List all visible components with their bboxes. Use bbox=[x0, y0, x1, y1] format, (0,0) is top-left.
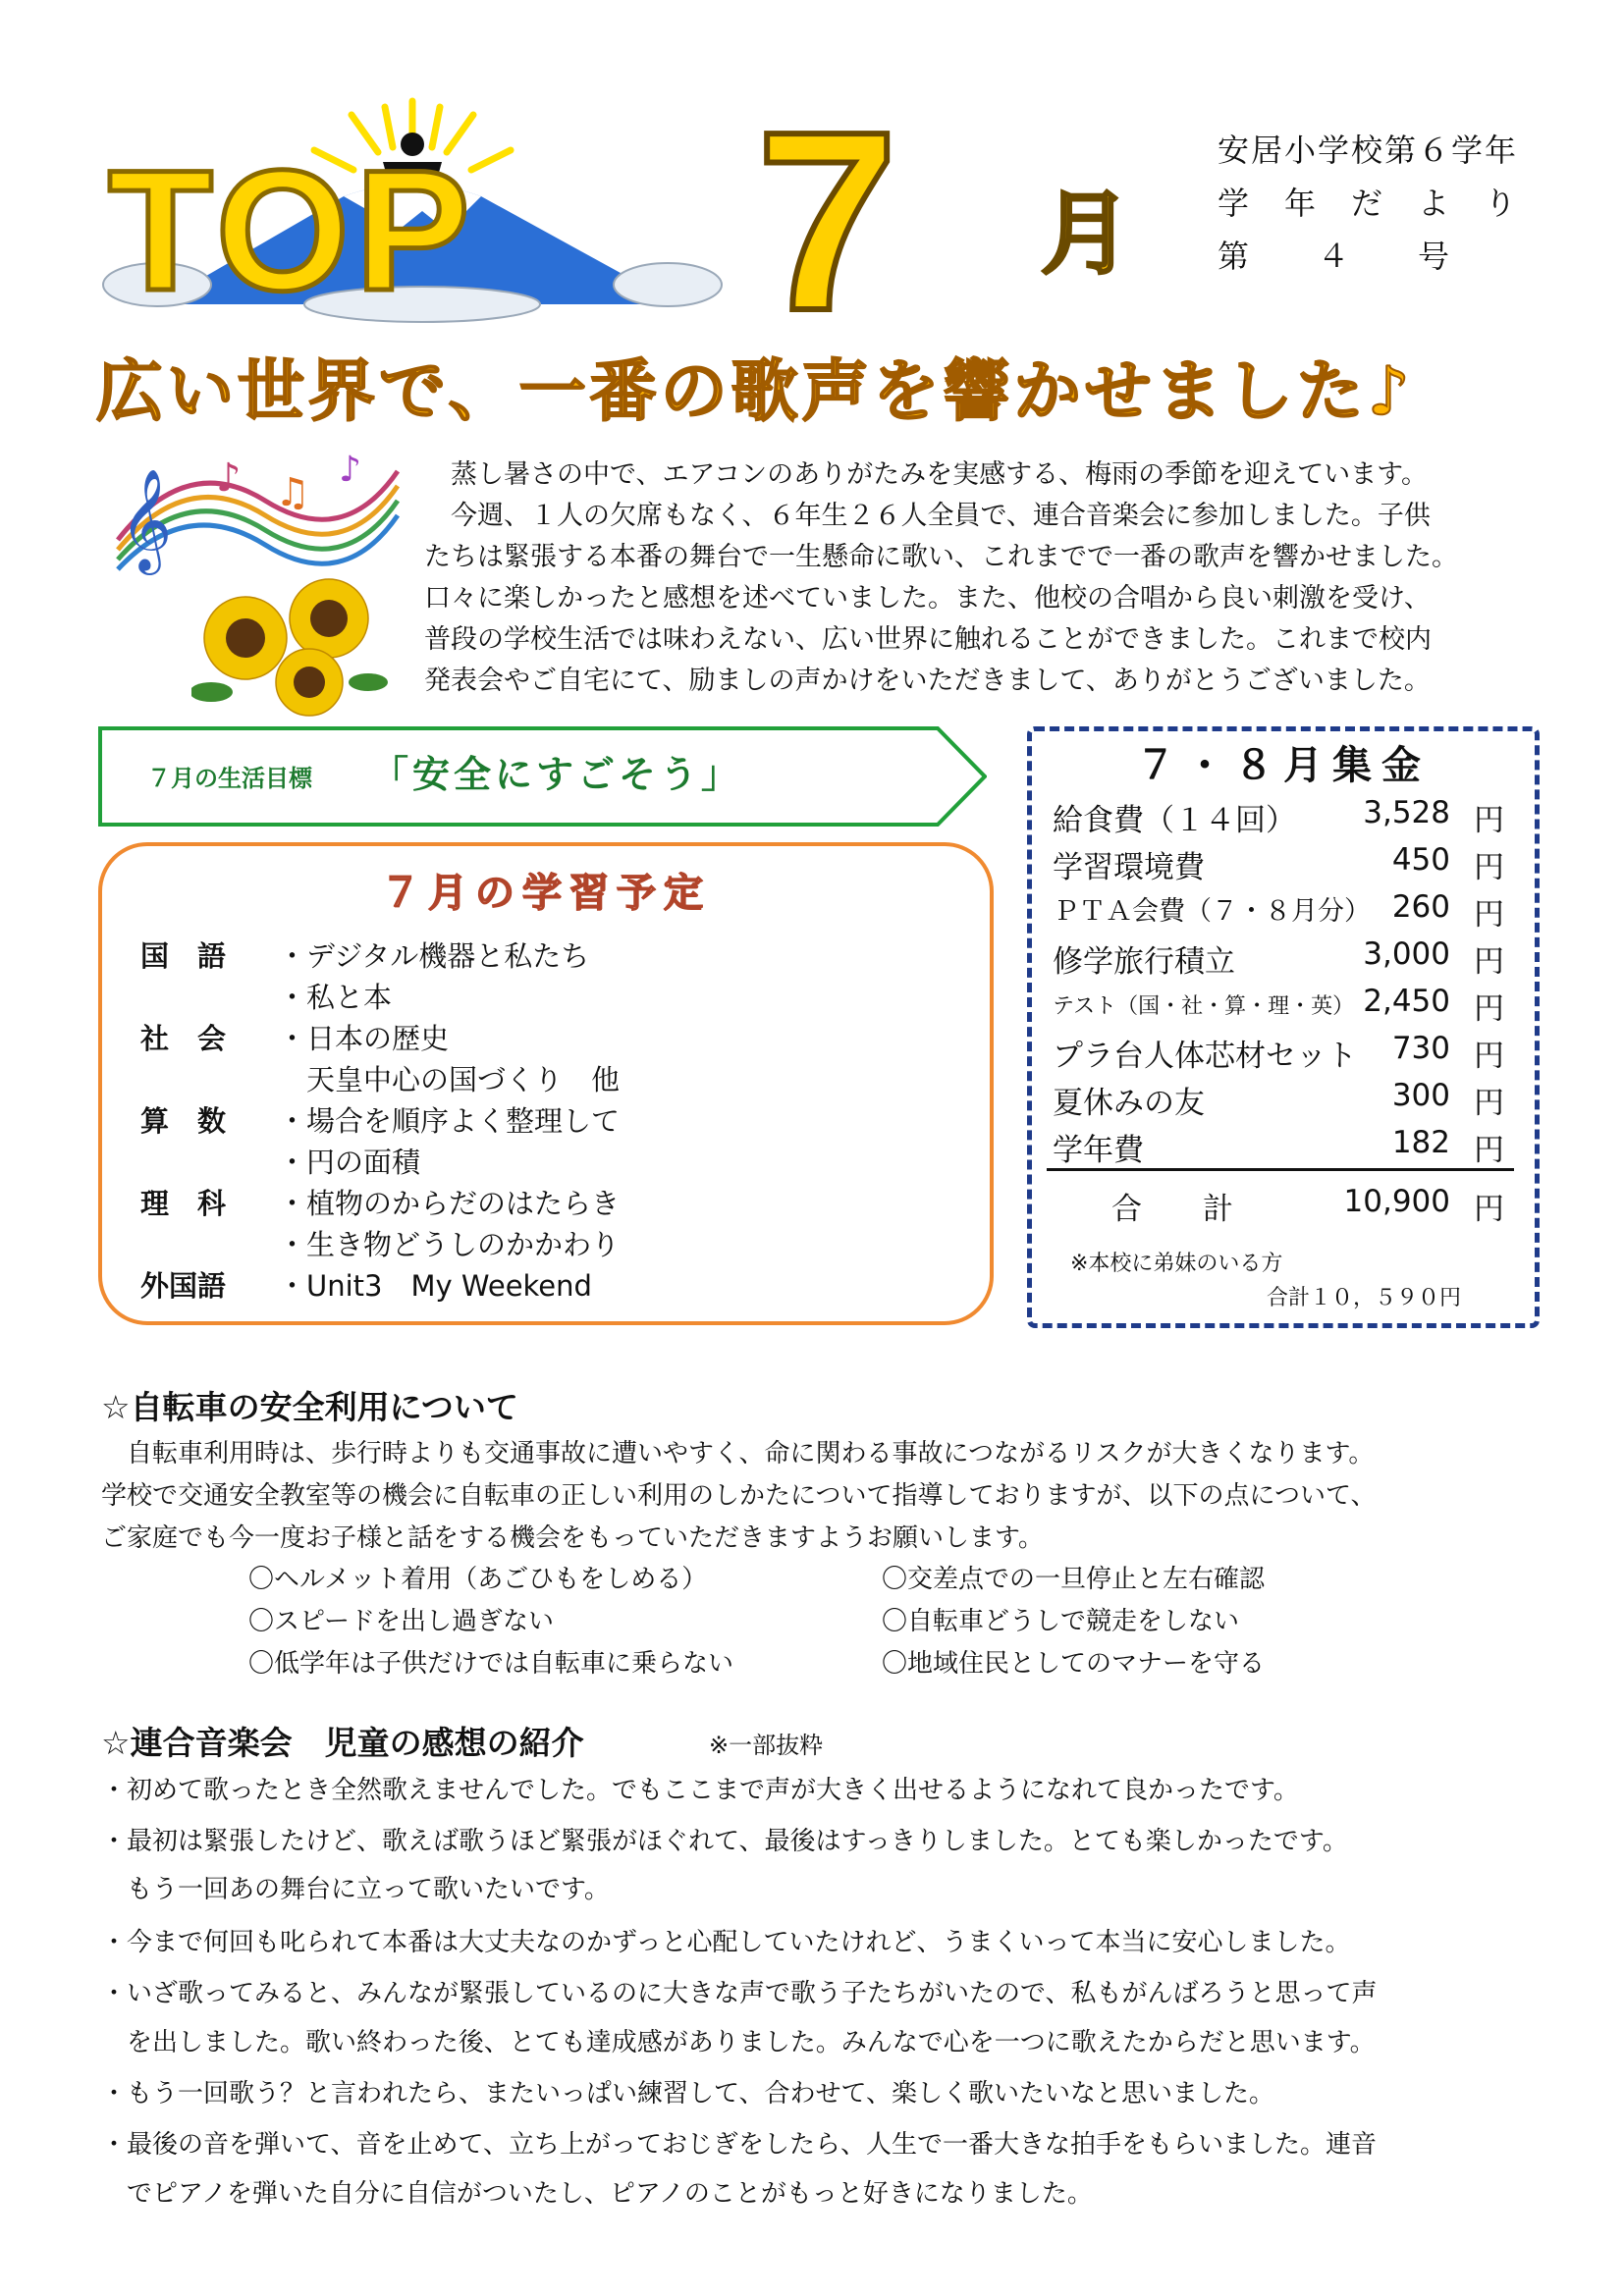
fee-unit: 円 bbox=[1474, 944, 1504, 980]
sunflowers-icon bbox=[191, 564, 388, 721]
subject-name: 外国語 bbox=[140, 1269, 227, 1303]
goal-value: 「安全にすごそう」 bbox=[371, 753, 743, 796]
study-row bbox=[140, 1099, 620, 1141]
impression-line: ・もう一回歌う？と言われたら、またいっぱい練習して、合わせて、楽しく歌いたいなと思いました。 bbox=[101, 2079, 1274, 2109]
bicycle-point: 〇地域住民としてのマナーを守る bbox=[882, 1649, 1266, 1679]
fee-title: ７・８月集金 bbox=[1136, 743, 1431, 788]
bicycle-point: 〇低学年は子供だけでは自転車に乗らない bbox=[248, 1649, 734, 1679]
fee-amount: 2,450 bbox=[1363, 984, 1450, 1019]
fee-unit: 円 bbox=[1474, 1192, 1504, 1227]
subject-name bbox=[140, 976, 278, 1017]
fee-total-amount: 10,900 bbox=[1343, 1184, 1450, 1219]
fee-divider bbox=[1047, 1168, 1514, 1171]
fee-name: プラ台人体芯材セット bbox=[1053, 1039, 1357, 1074]
fee-amount: 450 bbox=[1391, 842, 1450, 878]
fee-name: 修学旅行積立 bbox=[1053, 944, 1235, 980]
subject-item: ・日本の歴史 bbox=[278, 1022, 450, 1055]
study-row bbox=[140, 1017, 449, 1058]
bicycle-point: 〇ヘルメット着用（あごひもをしめる） bbox=[248, 1565, 708, 1594]
svg-text:♫: ♫ bbox=[275, 470, 310, 515]
study-row bbox=[140, 1264, 592, 1306]
bicycle-body-line: 学校で交通安全教室等の機会に自転車の正しい利用のしかたについて指導しておりますが、以下の点について、 bbox=[101, 1481, 1377, 1511]
subject-item: ・私と本 bbox=[278, 981, 393, 1014]
subject-name bbox=[140, 1223, 278, 1264]
svg-text:𝄞: 𝄞 bbox=[120, 468, 173, 571]
impression-line: ・初めて歌ったとき全然歌えませんでした。でもここまで声が大きく出せるようになれて良かったです。 bbox=[101, 1776, 1299, 1805]
fee-unit: 円 bbox=[1474, 1086, 1504, 1121]
goal-label: ７月の生活目標 bbox=[147, 765, 312, 792]
impression-line: でピアノを弾いた自分に自信がついたし、ピアノのことがもっと好きになりました。 bbox=[101, 2179, 1093, 2209]
fee-row bbox=[1053, 1031, 1504, 1074]
masthead-logo bbox=[98, 93, 727, 324]
subject-name: 社 会 bbox=[140, 1022, 227, 1055]
study-row bbox=[140, 1223, 620, 1264]
study-row bbox=[140, 1058, 620, 1099]
study-row bbox=[140, 976, 392, 1017]
impression-line: ・最初は緊張したけど、歌えば歌うほど緊張がほぐれて、最後はすっきりしました。とても楽しかったです。 bbox=[101, 1827, 1348, 1856]
fee-row bbox=[1053, 1078, 1504, 1121]
fee-amount: 3,528 bbox=[1363, 795, 1450, 830]
intro-line: 今週、１人の欠席もなく、６年生２６人全員で、連合音楽会に参加しました。子供 bbox=[424, 501, 1431, 531]
impression-line: を出しました。歌い終わった後、とても達成感がありました。みんなで心を一つに歌えたからだと思います。 bbox=[101, 2028, 1376, 2057]
bicycle-body-line: 自転車利用時は、歩行時よりも交通事故に遭いやすく、命に関わる事故につながるリスクが大きくなります。 bbox=[101, 1439, 1375, 1468]
fee-amount: 730 bbox=[1391, 1031, 1450, 1066]
subject-name: 算 数 bbox=[140, 1104, 227, 1138]
music-notes-icon bbox=[108, 432, 403, 579]
headline: 広い世界で、一番の歌声を響かせました♪ bbox=[96, 353, 1415, 431]
fee-total-row bbox=[1053, 1184, 1504, 1227]
intro-line: 普段の学校生活では味わえない、広い世界に触れることができました。これまで校内 bbox=[424, 624, 1432, 655]
bicycle-point: 〇交差点での一旦停止と左右確認 bbox=[882, 1565, 1266, 1594]
fee-row bbox=[1053, 936, 1504, 980]
study-plan-title: ７月の学習予定 bbox=[381, 871, 711, 916]
fee-name: 給食費（１４回） bbox=[1053, 803, 1296, 838]
subject-item: ・円の面積 bbox=[278, 1146, 421, 1179]
fee-unit: 円 bbox=[1474, 803, 1504, 838]
bicycle-point: 〇スピードを出し過ぎない bbox=[248, 1607, 554, 1636]
school-name: 安居小学校第６学年 bbox=[1218, 132, 1519, 169]
impression-line: ・いざ歌ってみると、みんなが緊張しているのに大きな声で歌う子たちがいたので、私もがんばろうと思って声 bbox=[101, 1979, 1378, 2008]
month-kanji: 月 bbox=[1041, 182, 1132, 287]
impression-line: ・最後の音を弾いて、音を止めて、立ち上がっておじぎをしたら、人生で一番大きな拍手をもらいました。連音 bbox=[101, 2130, 1377, 2160]
svg-text:♪: ♪ bbox=[216, 455, 242, 501]
fee-note: ※本校に弟妹のいる方 bbox=[1070, 1252, 1283, 1276]
fee-row bbox=[1053, 1125, 1504, 1168]
fee-unit: 円 bbox=[1474, 897, 1504, 933]
month-number bbox=[746, 103, 1041, 329]
fee-name: 夏休みの友 bbox=[1053, 1086, 1205, 1121]
fee-unit: 円 bbox=[1474, 850, 1504, 885]
bicycle-point: 〇自転車どうしで競走をしない bbox=[882, 1607, 1240, 1636]
study-row bbox=[140, 1182, 620, 1223]
subject-name bbox=[140, 1058, 278, 1099]
impressions-note: ※一部抜粋 bbox=[709, 1732, 824, 1759]
svg-text:7: 7 bbox=[756, 103, 898, 329]
fee-row bbox=[1053, 984, 1504, 1027]
subject-item: ・デジタル機器と私たち bbox=[278, 939, 590, 973]
subject-name bbox=[140, 1141, 278, 1182]
fee-unit: 円 bbox=[1474, 1039, 1504, 1074]
fee-name: 学年費 bbox=[1053, 1133, 1144, 1168]
bicycle-body-line: ご家庭でも今一度お子様と話をする機会をもっていただきますようお願いします。 bbox=[101, 1523, 1044, 1553]
fee-unit: 円 bbox=[1474, 991, 1504, 1027]
fee-row bbox=[1053, 889, 1504, 933]
svg-text:♪: ♪ bbox=[339, 450, 361, 490]
intro-line: 口々に楽しかったと感想を述べていました。また、他校の合唱から良い刺激を受け、 bbox=[424, 583, 1431, 614]
subject-name: 理 科 bbox=[140, 1187, 227, 1220]
fee-amount: 300 bbox=[1391, 1078, 1450, 1113]
fee-name: テスト（国・社・算・理・英） bbox=[1053, 994, 1355, 1019]
fee-row bbox=[1053, 842, 1504, 885]
intro-paragraph bbox=[424, 454, 1534, 702]
subject-item: ・植物のからだのはたらき bbox=[278, 1187, 621, 1220]
subject-item: ・Unit3 My Weekend bbox=[278, 1269, 592, 1303]
issue-number: 第 ４ 号 bbox=[1218, 238, 1452, 275]
subject-item: ・場合を順序よく整理して bbox=[278, 1104, 621, 1138]
fee-name: ＰＴＡ会費（７・８月分） bbox=[1053, 896, 1371, 927]
impression-line: もう一回あの舞台に立って歌いたいです。 bbox=[101, 1875, 610, 1904]
bicycle-heading: ☆自転車の安全利用について bbox=[101, 1388, 518, 1426]
intro-line: 蒸し暑さの中で、エアコンのありがたみを実感する、梅雨の季節を迎えています。 bbox=[424, 459, 1428, 490]
impression-line: ・今まで何回も叱られて本番は大丈夫なのかずっと心配していたけれど、うまくいって本当に安心しました。 bbox=[101, 1928, 1351, 1957]
logo-text: TOP bbox=[108, 135, 476, 324]
subject-item: 天皇中心の国づくり 他 bbox=[278, 1063, 621, 1096]
subject-name: 国 語 bbox=[140, 939, 227, 973]
newsletter-label: 学 年 だ よ り bbox=[1218, 185, 1519, 222]
fee-amount: 182 bbox=[1391, 1125, 1450, 1160]
intro-line: たちは緊張する本番の舞台で一生懸命に歌い、これまでで一番の歌声を響かせました。 bbox=[424, 542, 1458, 572]
intro-line: 発表会やご自宅にて、励ましの声かけをいただきまして、ありがとうございました。 bbox=[424, 666, 1431, 696]
study-row bbox=[140, 1141, 420, 1182]
fee-unit: 円 bbox=[1474, 1133, 1504, 1168]
fee-total-label: 合 計 bbox=[1111, 1192, 1233, 1227]
fee-amount: 3,000 bbox=[1363, 936, 1450, 972]
fee-name: 学習環境費 bbox=[1053, 850, 1205, 885]
study-row bbox=[140, 934, 589, 976]
fee-amount: 260 bbox=[1391, 889, 1450, 925]
fee-row bbox=[1053, 795, 1504, 838]
subject-item: ・生き物どうしのかかわり bbox=[278, 1228, 621, 1261]
impressions-heading: ☆連合音楽会 児童の感想の紹介 bbox=[101, 1724, 584, 1762]
fee-note-total: 合計１０，５９０円 bbox=[1267, 1286, 1462, 1310]
